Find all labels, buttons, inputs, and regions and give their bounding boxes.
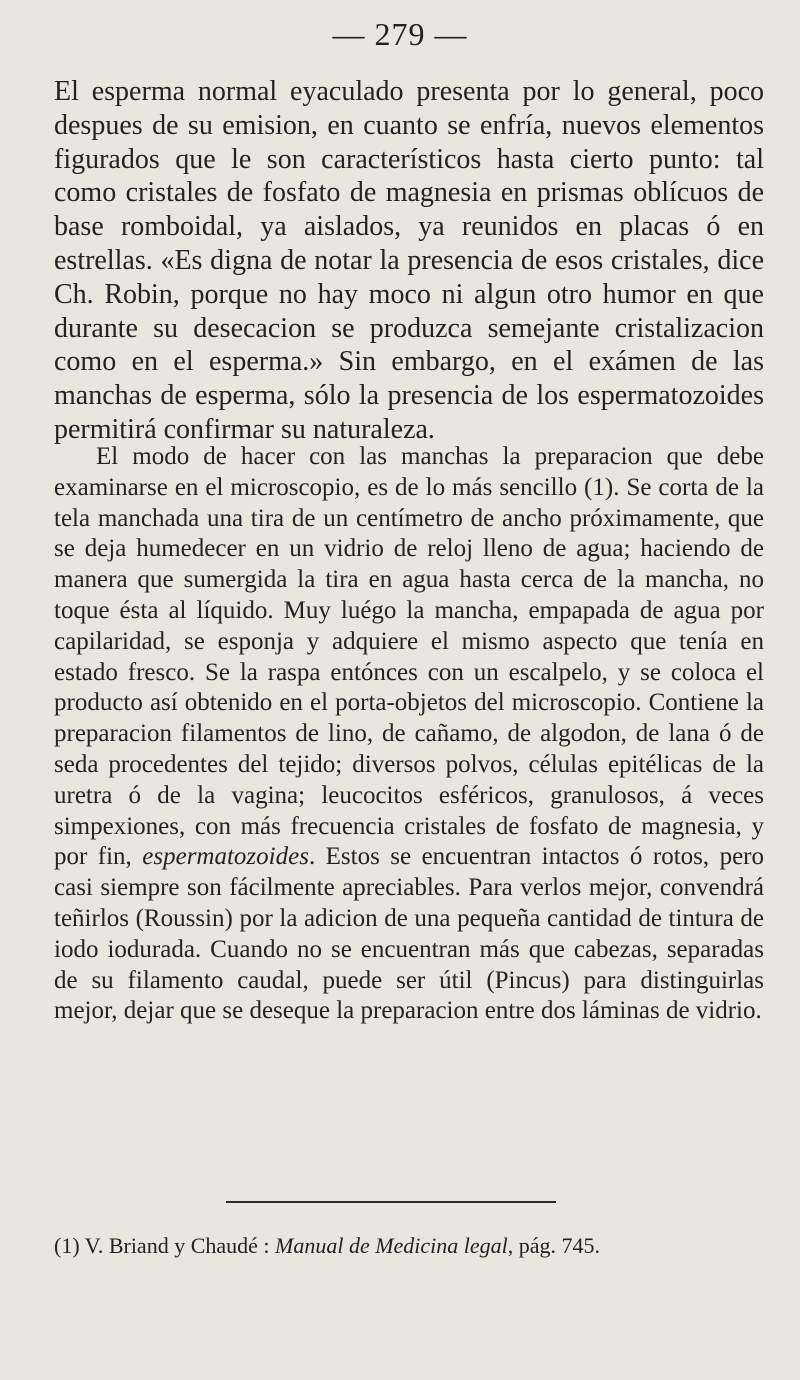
footnote-separator: [226, 1201, 556, 1203]
footnote-source-title: Manual de Medicina legal: [275, 1233, 508, 1258]
footnote-authors: V. Briand y Chaudé :: [84, 1233, 270, 1258]
paragraph-modo-de-hacer: [54, 442, 764, 1027]
footnote-page: , pág. 745.: [507, 1233, 601, 1258]
emphasis-espermatozoides: espermatozoides: [142, 843, 309, 871]
footnote: [54, 1232, 774, 1260]
footnote-marker: (1): [54, 1233, 80, 1258]
paragraph-esperma-normal: El esperma normal eyaculado presenta por lo general, poco despues de su emision, en cuanto se enfría, nuevos elementos figurados que le son característicos hasta cierto punto: tal como cristales de fosfato de magnesia en prismas oblícuos de base romboidal, ya aislados, ya reunidos en placas ó en estrellas. «Es digna de notar la presencia de esos cristales, dice Ch. Robin, porque no hay moco ni algun otro humor en que durante su desecacion se produzca semejante cristalizacion como en el esperma.» Sin embargo, en el exámen de las manchas de esperma, sólo la presencia de los espermatozoides permitirá confirmar su naturaleza.: [54, 76, 764, 445]
paragraph-text-part1: El modo de hacer con las manchas la preparacion que debe examinarse en el microscopio, es de lo más sencillo (1). Se corta de la tela manchada una tira de un centímetro de ancho próximamente, que se deja humedecer en un vidrio de reloj lleno de agua; haciendo de manera que sumergida la tira en agua hasta cerca de la mancha, no toque ésta al líquido. Muy luégo la mancha, empapada de agua por capilaridad, se esponja y adquiere el mismo aspecto que tenía en estado fresco. Se la raspa entónces con un escalpelo, y se coloca el producto así obtenido en el porta-objetos del microscopio. Contiene la preparacion filamentos de lino, de cañamo, de algodon, de lana ó de seda procedentes del tejido; diversos polvos, células epitélicas de la uretra ó de la vagina; leucocitos esféricos, granulosos, á veces simpexiones, con más frecuencia cristales de fosfato de magnesia, y por fin,: [54, 443, 764, 871]
page-number: — 279 —: [332, 16, 468, 52]
paragraph-text-part2: . Estos se encuentran intactos ó rotos, pero casi siempre son fácilmente apreciables. Para verlos mejor, convendrá teñirlos (Roussin) por la adicion de una pequeña cantidad de tintura de iodo iodurada. Cuando no se encuentran más que cabezas, separadas de su filamento caudal, puede ser útil (Pincus) para distinguirlas mejor, dejar que se deseque la preparacion entre dos láminas de vidrio.: [54, 843, 764, 1025]
